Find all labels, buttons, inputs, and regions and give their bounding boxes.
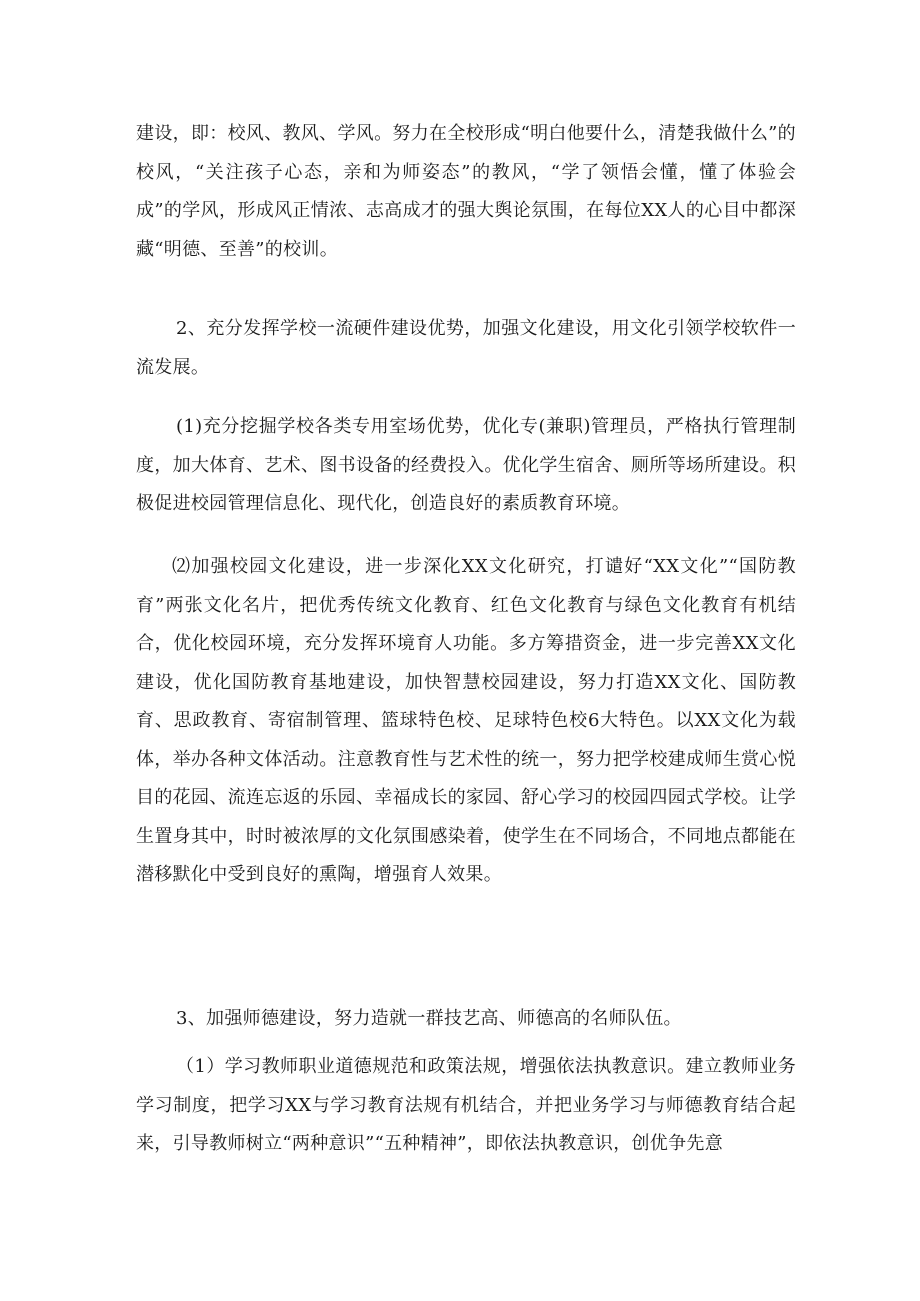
paragraph-2-2: ⑵加强校园文化建设，进一步深化XX文化研究，打谴好“XX文化”“国防教育”两张文化名片，把优秀传统文化教育、红色文化教育与绿色文化教育有机结合，优化校园环境，充分发挥环境育人功能。多方筹措资金，进一步完善XX文化建设，优化国防教育基地建设，加快智慧校园建设，努力打造XX文化、国防教育、思政教育、寄宿制管理、篮球特色校、足球特色校6大特色。以XX文化为载体，举办各种文体活动。注意教育性与艺术性的统一，努力把学校建成师生赏心悦目的花园、流连忘返的乐园、幸福成长的家园、舒心学习的校园四园式学校。让学生置身其中，时时被浓厚的文化氛围感染着，使学生在不同场合，不同地点都能在潜移默化中受到良好的熏陶，增强育人效果。 (136, 556, 796, 885)
paragraph-3-1: （1）学习教师职业道德规范和政策法规，增强依法执教意识。建立教师业务学习制度，把学习XX与学习教育法规有机结合，并把业务学习与师德教育结合起来，引导教师树立“两种意识”“五种精神”，即依法执教意识，创优争先意 (136, 1056, 796, 1154)
paragraph-heading-2: 2、充分发挥学校一流硬件建设优势，加强文化建设，用文化引领学校软件一流发展。 (136, 318, 796, 378)
paragraph-heading-3: 3、加强师德建设，努力造就一群技艺高、师德高的名师队伍。 (176, 1008, 682, 1029)
paragraph-2-1: (1)充分挖掘学校各类专用室场优势，优化专(兼职)管理员，严格执行管理制度，加大体育、艺术、图书设备的经费投入。优化学生宿舍、厕所等场所建设。积极促进校园管理信息化、现代化，创造良好的素质教育环境。 (136, 416, 796, 514)
paragraph-school-ethos: 建设，即：校风、教风、学风。努力在全校形成“明白他要什么，清楚我做什么”的校风，“关注孩子心态，亲和为师姿态”的教风，“学了领悟会懂，懂了体验会成”的学风，形成风正情浓、志高成才的强大舆论氛围，在每位XX人的心目中都深藏“明德、至善”的校训。 (136, 123, 796, 260)
